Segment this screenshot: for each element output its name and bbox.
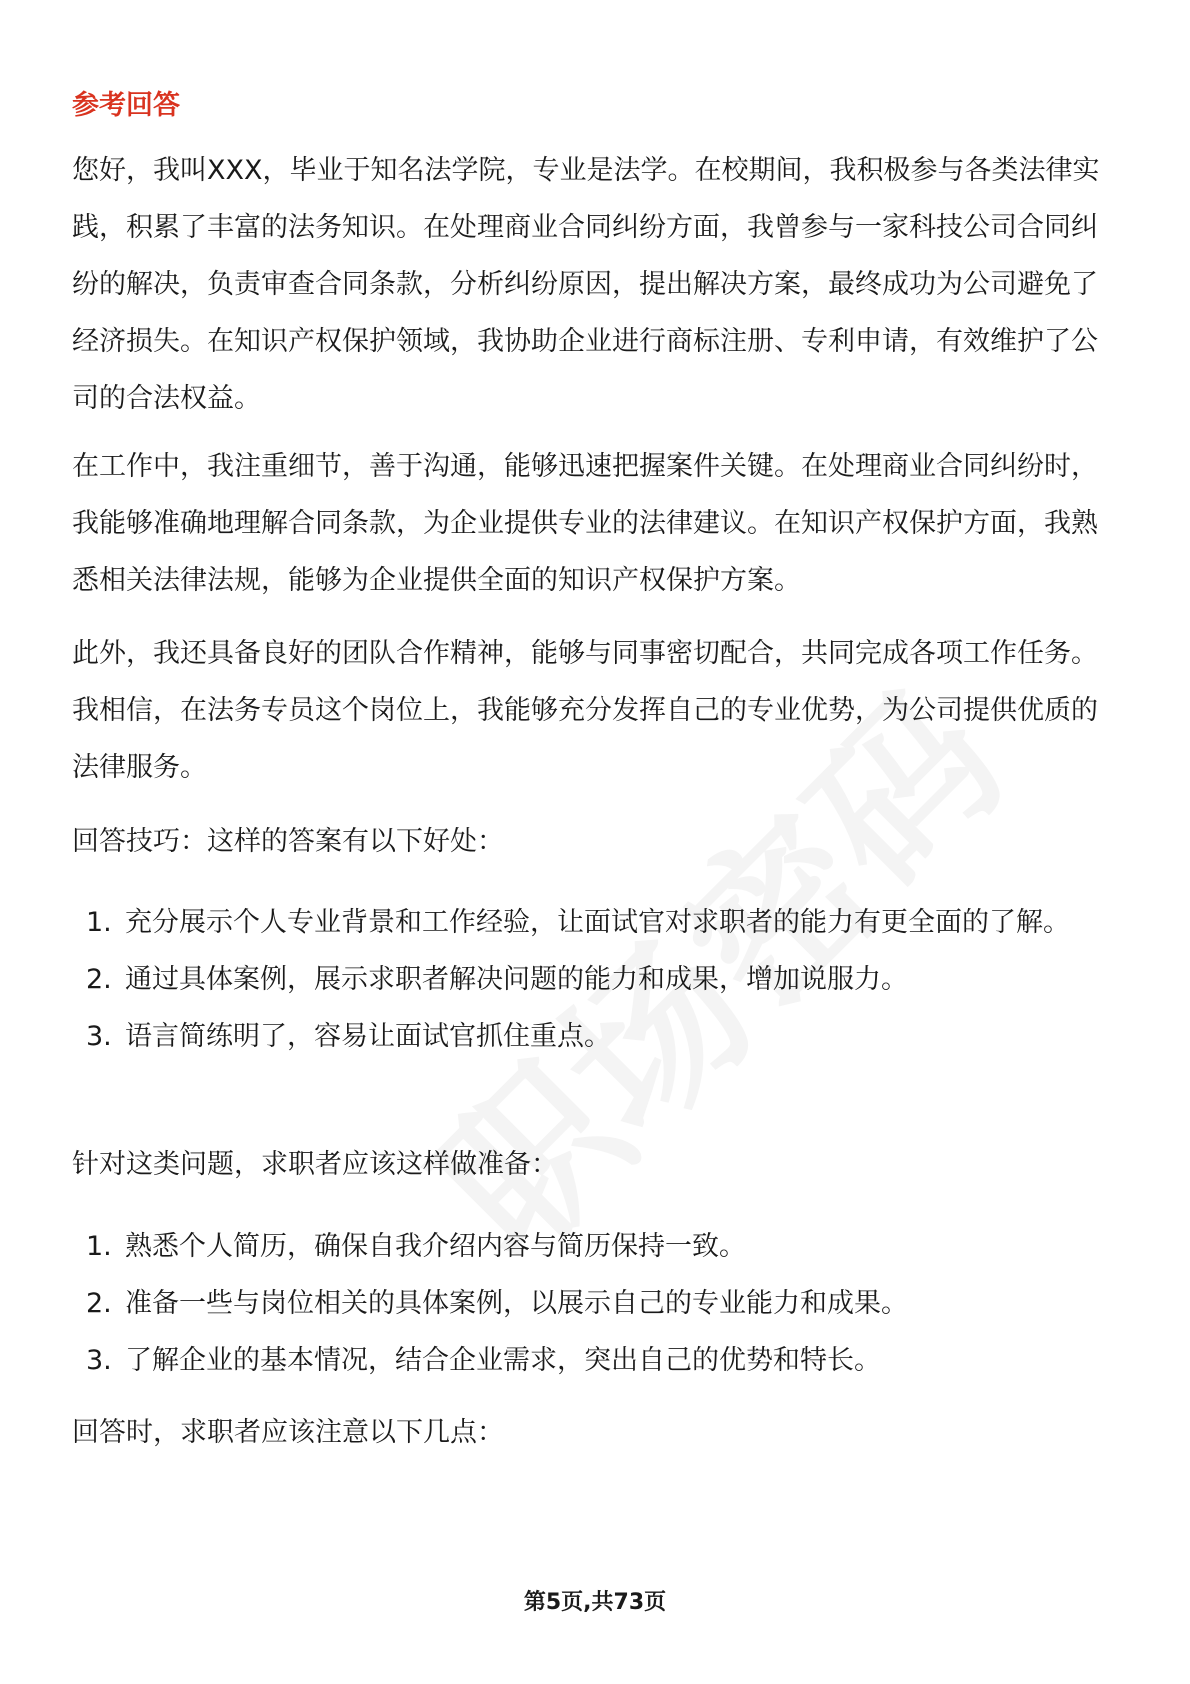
notes-title: 回答时，求职者应该注意以下几点： bbox=[72, 1417, 504, 1448]
list-number: 1. bbox=[86, 907, 112, 938]
tips-list bbox=[72, 894, 1122, 1065]
list-number: 3. bbox=[86, 1345, 112, 1376]
list-item bbox=[72, 1332, 1122, 1389]
list-item bbox=[72, 951, 1122, 1008]
prep-title: 针对这类问题，求职者应该这样做准备： bbox=[72, 1149, 558, 1180]
list-text: 了解企业的基本情况，结合企业需求，突出自己的优势和特长。 bbox=[125, 1345, 881, 1376]
paragraph-intro: 您好，我叫XXX，毕业于知名法学院，专业是法学。在校期间，我积极参与各类法律实践，积累了丰富的法务知识。在处理商业合同纠纷方面，我曾参与一家科技公司合同纠纷的解决，负责审查合同条款，分析纠纷原因，提出解决方案，最终成功为公司避免了经济损失。在知识产权保护领域，我协助企业进行商标注册、专利申请，有效维护了公司的合法权益。 bbox=[72, 155, 1100, 414]
list-item bbox=[72, 1008, 1122, 1065]
paragraph-team: 此外，我还具备良好的团队合作精神，能够与同事密切配合，共同完成各项工作任务。我相信，在法务专员这个岗位上，我能够充分发挥自己的专业优势，为公司提供优质的法律服务。 bbox=[72, 638, 1098, 783]
list-text: 语言简练明了，容易让面试官抓住重点。 bbox=[125, 1021, 611, 1052]
section-heading: 参考回答 bbox=[72, 90, 180, 121]
prep-list bbox=[72, 1218, 1122, 1389]
list-number: 1. bbox=[86, 1231, 112, 1262]
list-text: 准备一些与岗位相关的具体案例，以展示自己的专业能力和成果。 bbox=[125, 1288, 908, 1319]
list-number: 2. bbox=[86, 964, 112, 995]
paragraph-work: 在工作中，我注重细节，善于沟通，能够迅速把握案件关键。在处理商业合同纠纷时，我能够准确地理解合同条款，为企业提供专业的法律建议。在知识产权保护方面，我熟悉相关法律法规，能够为企业提供全面的知识产权保护方案。 bbox=[72, 451, 1098, 596]
list-text: 通过具体案例，展示求职者解决问题的能力和成果，增加说服力。 bbox=[125, 964, 908, 995]
list-text: 充分展示个人专业背景和工作经验，让面试官对求职者的能力有更全面的了解。 bbox=[125, 907, 1070, 938]
list-item bbox=[72, 1275, 1122, 1332]
tips-title: 回答技巧：这样的答案有以下好处： bbox=[72, 826, 504, 857]
list-number: 2. bbox=[86, 1288, 112, 1319]
list-number: 3. bbox=[86, 1021, 112, 1052]
list-item bbox=[72, 1218, 1122, 1275]
page-number: 第5页,共73页 bbox=[523, 1590, 667, 1615]
list-text: 熟悉个人简历，确保自我介绍内容与简历保持一致。 bbox=[125, 1231, 746, 1262]
list-item bbox=[72, 894, 1122, 951]
